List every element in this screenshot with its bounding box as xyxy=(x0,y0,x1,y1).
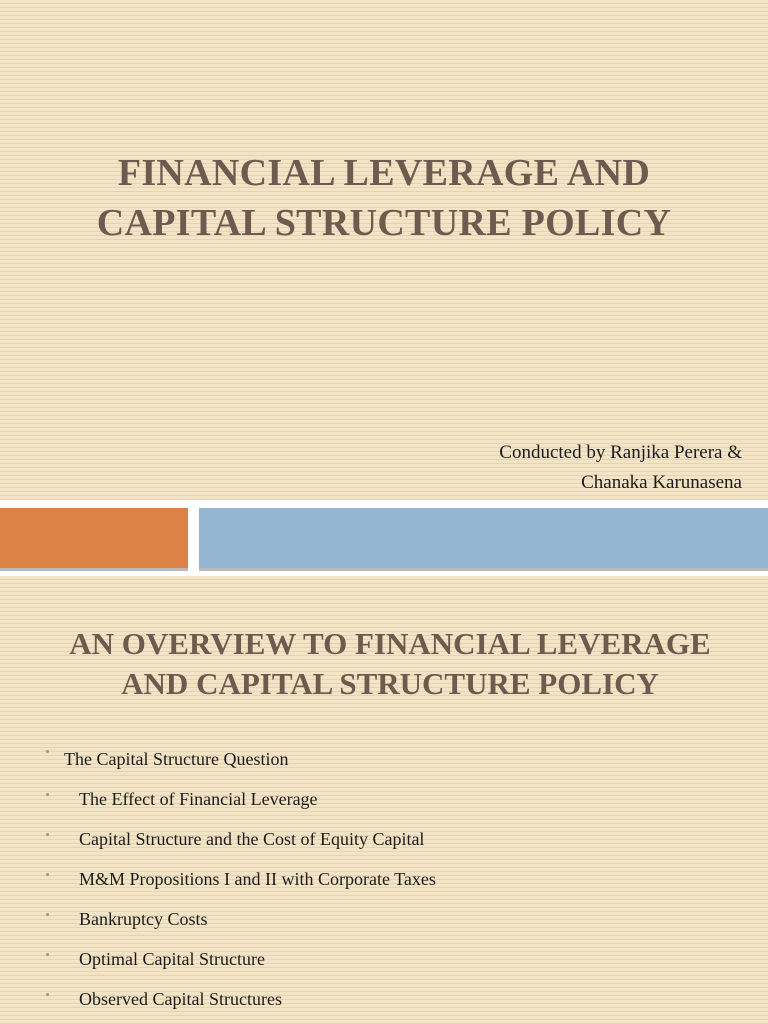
bullet-text: Optimal Capital Structure xyxy=(79,949,265,969)
bullet-text: Bankruptcy Costs xyxy=(79,909,208,929)
orange-accent-bar xyxy=(0,508,188,571)
bullet-text: Observed Capital Structures xyxy=(79,989,282,1009)
bullet-text: Capital Structure and the Cost of Equity Capital xyxy=(79,829,425,849)
title-slide-heading xyxy=(0,148,768,248)
bullet-dot-icon xyxy=(46,793,49,796)
bullet-dot-icon xyxy=(46,913,49,916)
bullet-dot-icon xyxy=(46,993,49,996)
author-credit-line: Chanaka Karunasena xyxy=(581,472,742,493)
bullet-dot-icon xyxy=(46,873,49,876)
title-slide-heading-line: FINANCIAL LEVERAGE AND xyxy=(117,152,651,194)
overview-slide-heading-line: AND CAPITAL STRUCTURE POLICY xyxy=(121,666,659,701)
author-credit xyxy=(499,438,742,498)
blue-accent-bar xyxy=(199,508,768,571)
title-slide xyxy=(0,0,768,500)
bullet-text: The Effect of Financial Leverage xyxy=(79,789,318,809)
overview-slide-heading-line: AN OVERVIEW TO FINANCIAL LEVERAGE xyxy=(69,626,711,661)
bullet-text: The Capital Structure Question xyxy=(64,749,289,769)
author-credit-line: Conducted by Ranjika Perera & xyxy=(499,442,742,463)
overview-slide-heading xyxy=(0,624,768,704)
title-slide-heading-line: CAPITAL STRUCTURE POLICY xyxy=(96,202,672,244)
bullet-text: M&M Propositions I and II with Corporate Taxes xyxy=(79,869,436,889)
bullet-dot-icon xyxy=(46,750,49,753)
bullet-dot-icon xyxy=(46,953,49,956)
bullet-dot-icon xyxy=(46,833,49,836)
